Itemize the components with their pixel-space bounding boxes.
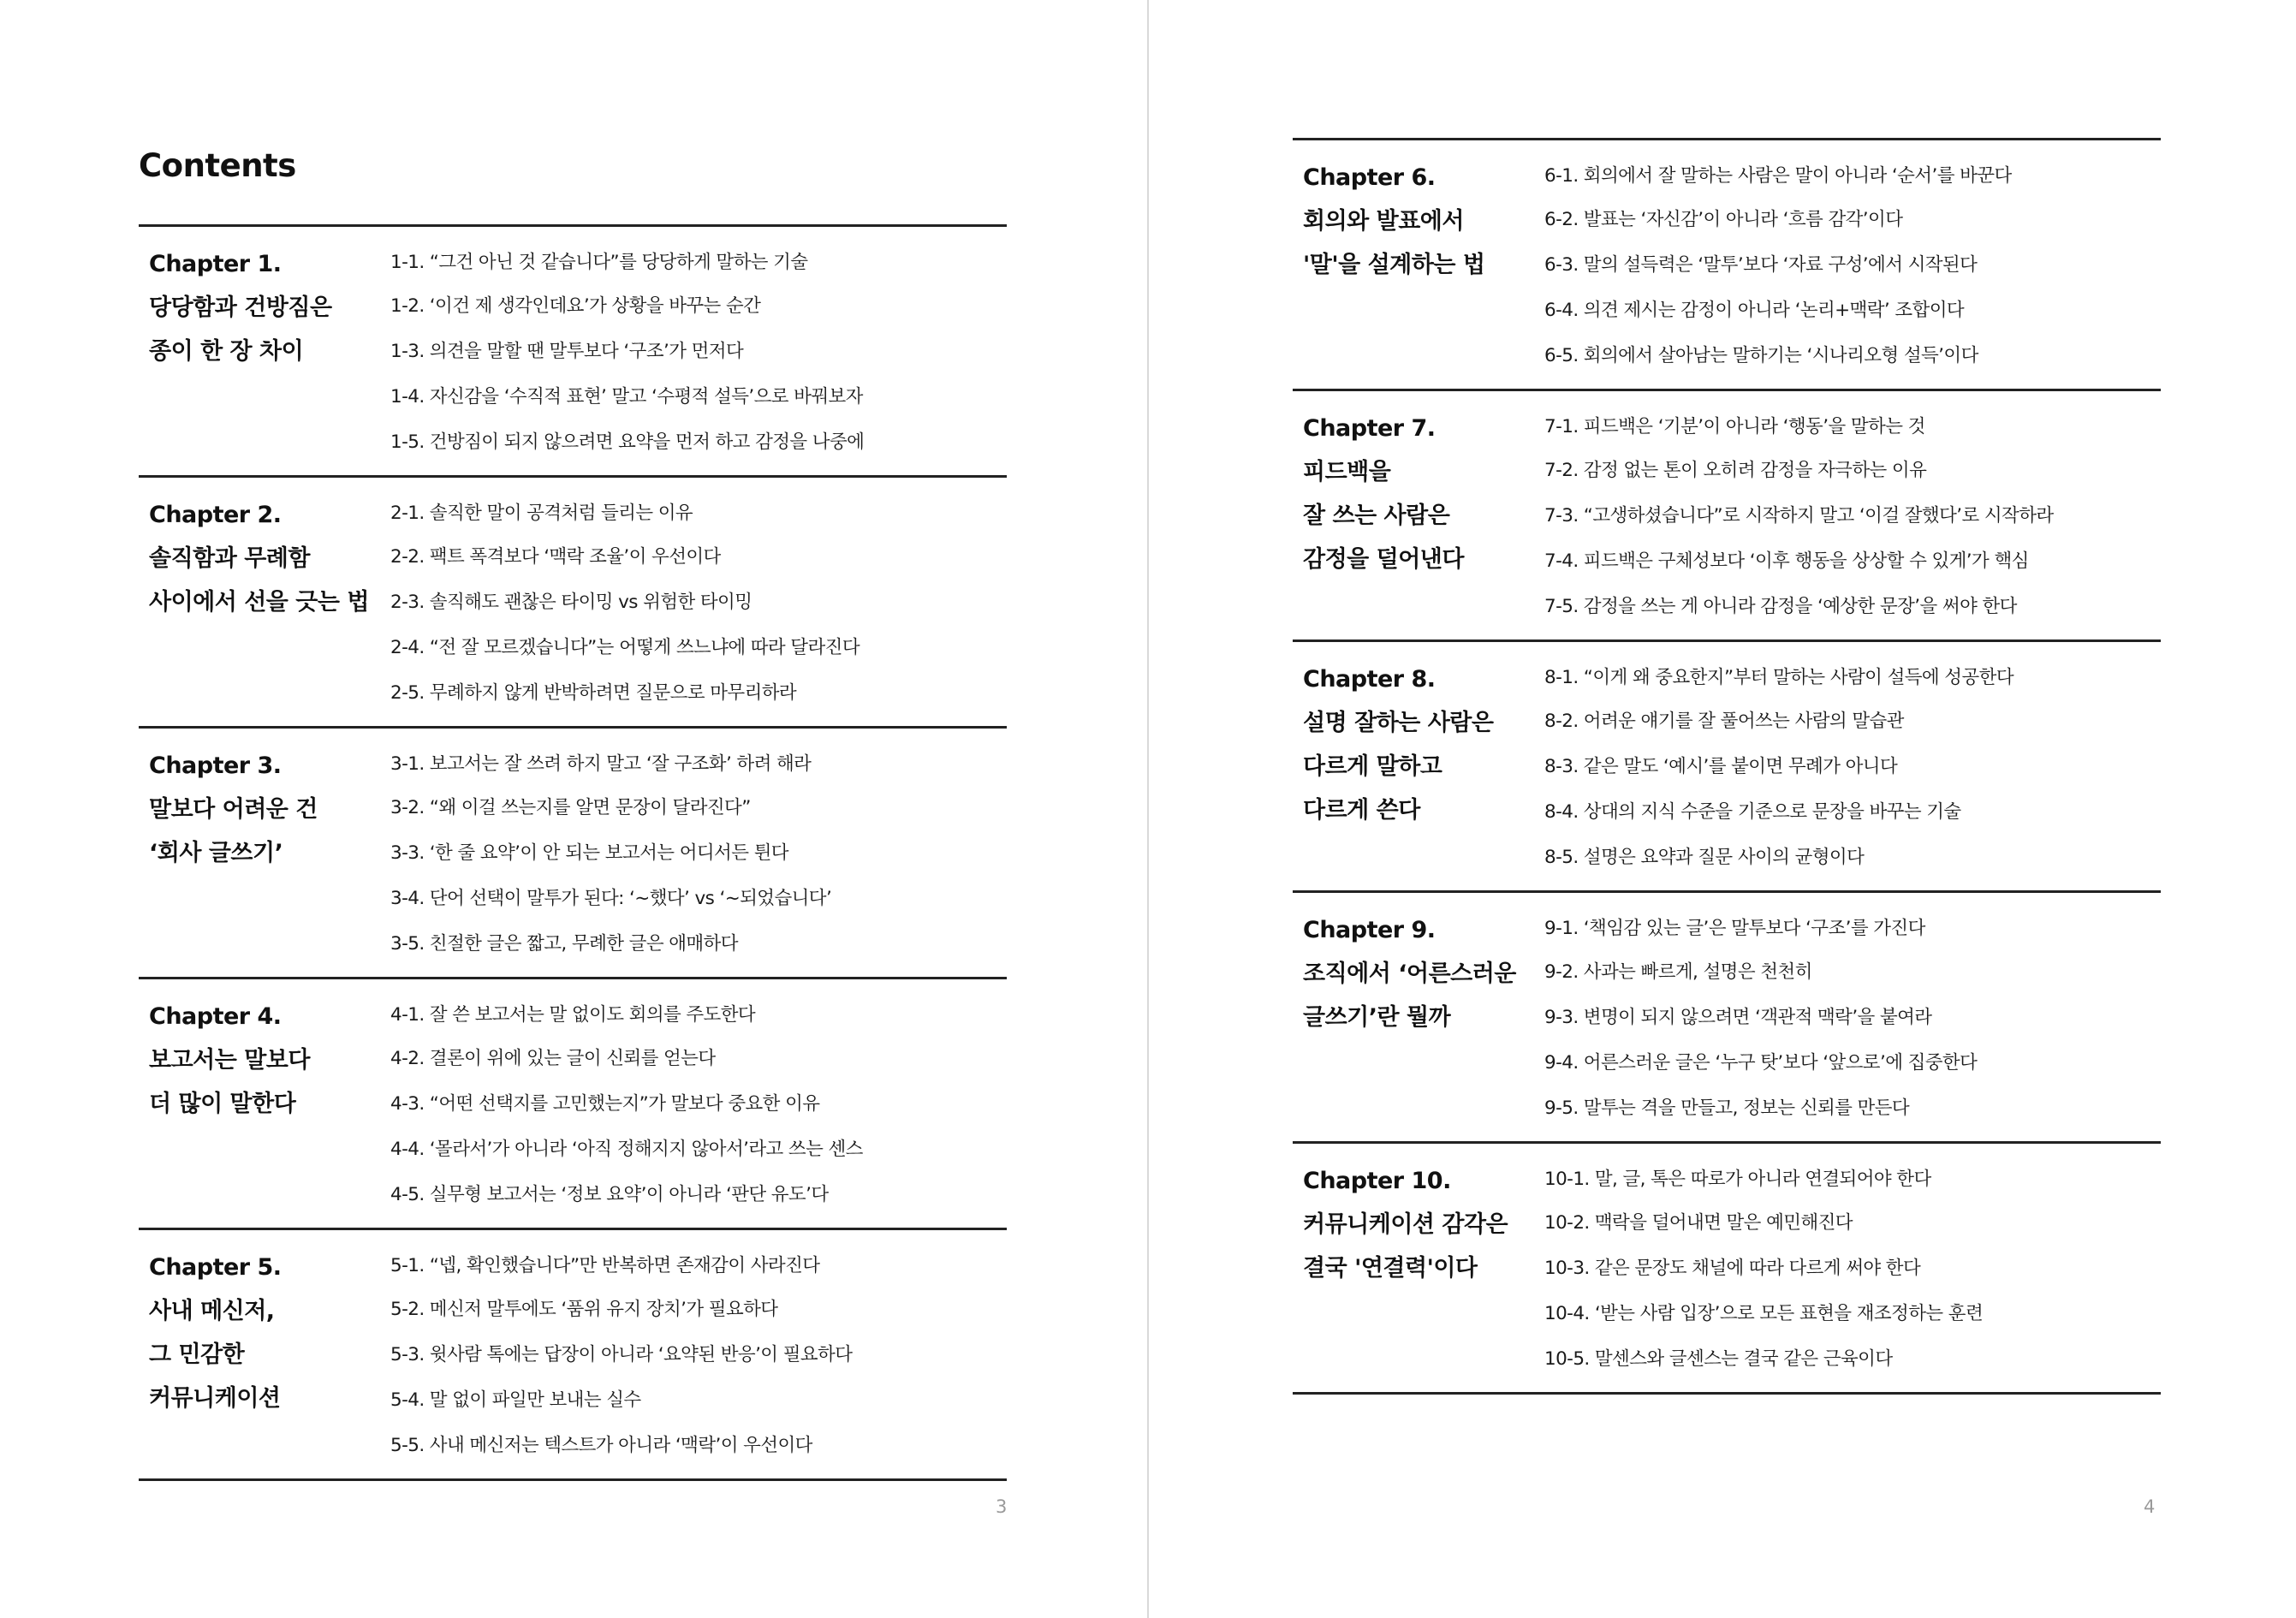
chapter-title-line: 결국 '연결력'이다 <box>1303 1255 1478 1282</box>
section-entry: 3-2. “왜 이걸 쓰는지를 알면 문장이 달라진다” <box>390 797 751 818</box>
section-entry: 8-1. “이게 왜 중요한지”부터 말하는 사람이 설득에 성공한다 <box>1544 667 2013 688</box>
section-entry: 5-3. 윗사람 톡에는 답장이 아니라 ‘요약된 반응’이 필요하다 <box>390 1344 853 1365</box>
chapter-title-line: 말보다 어려운 건 <box>149 796 318 823</box>
chapter-title-line: 그 민감한 <box>149 1341 245 1368</box>
section-entry: 4-1. 잘 쓴 보고서는 말 없이도 회의를 주도한다 <box>390 1004 756 1026</box>
section-entry: 2-1. 솔직한 말이 공격처럼 들리는 이유 <box>390 503 693 524</box>
section-entry: 7-1. 피드백은 ‘기분’이 아니라 ‘행동’을 말하는 것 <box>1544 416 1925 437</box>
chapter-heading <box>139 1246 390 1468</box>
chapter-number: Chapter 8. <box>1303 666 1436 693</box>
section-entry: 4-5. 실무형 보고서는 ‘정보 요약’이 아니라 ‘판단 유도’다 <box>390 1184 829 1205</box>
section-entry: 8-2. 어려운 얘기를 잘 풀어쓰는 사람의 말습관 <box>1544 711 1904 732</box>
section-entry: 4-4. ‘몰라서’가 아니라 ‘아직 정해지지 않아서’라고 쓰는 센스 <box>390 1139 863 1160</box>
section-entry: 2-2. 팩트 폭격보다 ‘맥락 조율’이 우선이다 <box>390 546 721 568</box>
chapter-number: Chapter 1. <box>149 251 282 277</box>
left-page <box>0 0 1147 1618</box>
section-entry: 9-2. 사과는 빠르게, 설명은 천천히 <box>1544 961 1812 983</box>
section-list <box>1544 908 2161 1131</box>
chapter-title-line: ‘회사 글쓰기’ <box>149 840 283 866</box>
chapter-number: Chapter 4. <box>149 1003 282 1030</box>
chapter-title-line: 종이 한 장 차이 <box>149 338 304 365</box>
chapter-block <box>139 1230 1007 1481</box>
chapter-heading <box>1293 407 1544 629</box>
chapter-heading <box>139 744 390 967</box>
chapter-heading <box>1293 1159 1544 1382</box>
chapter-title-line: 커뮤니케이션 감각은 <box>1303 1211 1508 1238</box>
chapter-number: Chapter 3. <box>149 752 282 779</box>
section-entry: 2-3. 솔직해도 괜찮은 타이밍 vs 위험한 타이밍 <box>390 592 752 613</box>
section-list <box>1544 156 2161 378</box>
chapter-title-line: 솔직함과 무례함 <box>149 545 310 572</box>
section-entry: 1-4. 자신감을 ‘수직적 표현’ 말고 ‘수평적 설득’으로 바꿔보자 <box>390 386 863 407</box>
section-list <box>1544 657 2161 880</box>
chapter-block <box>1293 1144 2161 1395</box>
section-list <box>1544 407 2161 629</box>
right-page <box>1149 0 2296 1618</box>
section-entry: 9-1. ‘책임감 있는 글’은 말투보다 ‘구조’를 가진다 <box>1544 918 1925 939</box>
section-entry: 10-5. 말센스와 글센스는 결국 같은 근육이다 <box>1544 1348 1893 1370</box>
section-entry: 6-3. 말의 설득력은 ‘말투’보다 ‘자료 구성’에서 시작된다 <box>1544 254 1978 276</box>
section-entry: 6-2. 발표는 ‘자신감’이 아니라 ‘흐름 감각’이다 <box>1544 209 1903 230</box>
section-entry: 3-1. 보고서는 잘 쓰려 하지 말고 ‘잘 구조화’ 하려 해라 <box>390 753 812 775</box>
section-entry: 1-5. 건방짐이 되지 않으려면 요약을 먼저 하고 감정을 나중에 <box>390 431 865 453</box>
section-entry: 3-3. ‘한 줄 요약’이 안 되는 보고서는 어디서든 튄다 <box>390 842 788 864</box>
section-list <box>390 744 1007 967</box>
chapter-number: Chapter 10. <box>1303 1168 1451 1194</box>
section-list <box>1544 1159 2161 1382</box>
chapter-title-line: 회의와 발표에서 <box>1303 208 1464 235</box>
chapter-title-line: 사내 메신저, <box>149 1298 275 1324</box>
chapter-heading <box>1293 908 1544 1131</box>
chapter-title-line: 설명 잘하는 사람은 <box>1303 710 1494 736</box>
section-entry: 1-3. 의견을 말할 땐 말투보다 ‘구조’가 먼저다 <box>390 341 744 362</box>
section-list <box>390 242 1007 465</box>
toc-right <box>1293 138 2161 1395</box>
chapter-block <box>1293 391 2161 642</box>
section-entry: 5-5. 사내 메신저는 텍스트가 아니라 ‘맥락’이 우선이다 <box>390 1435 812 1456</box>
section-entry: 6-5. 회의에서 살아남는 말하기는 ‘시나리오형 설득’이다 <box>1544 345 1978 366</box>
chapter-title-line: 더 많이 말한다 <box>149 1091 296 1117</box>
section-entry: 7-5. 감정을 쓰는 게 아니라 감정을 ‘예상한 문장’을 써야 한다 <box>1544 596 2017 617</box>
section-entry: 7-3. “고생하셨습니다”로 시작하지 말고 ‘이걸 잘했다’로 시작하라 <box>1544 505 2054 526</box>
section-entry: 7-4. 피드백은 구체성보다 ‘이후 행동을 상상할 수 있게’가 핵심 <box>1544 550 2029 572</box>
chapter-title-line: 피드백을 <box>1303 459 1391 485</box>
chapter-title-line: 사이에서 선을 긋는 법 <box>149 589 369 616</box>
chapter-number: Chapter 9. <box>1303 917 1436 943</box>
contents-title: Contents <box>139 147 296 184</box>
section-entry: 2-5. 무례하지 않게 반박하려면 질문으로 마무리하라 <box>390 682 797 704</box>
page-number: 3 <box>996 1496 1008 1517</box>
section-entry: 3-5. 친절한 글은 짧고, 무례한 글은 애매하다 <box>390 933 738 955</box>
section-entry: 1-1. “그건 아닌 것 같습니다”를 당당하게 말하는 기술 <box>390 252 808 273</box>
section-entry: 7-2. 감정 없는 톤이 오히려 감정을 자극하는 이유 <box>1544 460 1927 481</box>
chapter-block <box>139 227 1007 478</box>
chapter-block <box>1293 893 2161 1144</box>
chapter-heading <box>139 242 390 465</box>
chapter-title-line: 글쓰기’란 뭘까 <box>1303 1004 1451 1031</box>
chapter-number: Chapter 7. <box>1303 415 1436 442</box>
chapter-block <box>139 729 1007 979</box>
section-entry: 10-3. 같은 문장도 채널에 따라 다르게 써야 한다 <box>1544 1258 1921 1279</box>
section-entry: 4-2. 결론이 위에 있는 글이 신뢰를 얻는다 <box>390 1048 716 1069</box>
section-entry: 2-4. “전 잘 모르겠습니다”는 어떻게 쓰느냐에 따라 달라진다 <box>390 637 860 658</box>
section-entry: 6-4. 의견 제시는 감정이 아니라 ‘논리+맥락’ 조합이다 <box>1544 300 1965 321</box>
chapter-title-line: 조직에서 ‘어른스러운 <box>1303 961 1516 987</box>
chapter-number: Chapter 5. <box>149 1254 282 1281</box>
chapter-title-line: 감정을 덜어낸다 <box>1303 546 1464 573</box>
chapter-heading <box>1293 657 1544 880</box>
section-entry: 8-3. 같은 말도 ‘예시’를 붙이면 무례가 아니다 <box>1544 756 1898 777</box>
chapter-title-line: 커뮤니케이션 <box>149 1385 281 1412</box>
section-entry: 5-1. “넵, 확인했습니다”만 반복하면 존재감이 사라진다 <box>390 1255 820 1276</box>
section-entry: 10-4. ‘받는 사람 입장’으로 모든 표현을 재조정하는 훈련 <box>1544 1303 1984 1324</box>
section-entry: 10-2. 맥락을 덜어내면 말은 예민해진다 <box>1544 1212 1853 1234</box>
chapter-title-line: 다르게 쓴다 <box>1303 797 1420 824</box>
section-entry: 10-1. 말, 글, 톡은 따로가 아니라 연결되어야 한다 <box>1544 1169 1931 1190</box>
section-entry: 5-4. 말 없이 파일만 보내는 실수 <box>390 1389 641 1411</box>
section-list <box>390 1246 1007 1468</box>
chapter-number: Chapter 2. <box>149 502 282 528</box>
section-entry: 8-4. 상대의 지식 수준을 기준으로 문장을 바꾸는 기술 <box>1544 801 1961 823</box>
chapter-title-line: 잘 쓰는 사람은 <box>1303 503 1450 529</box>
chapter-title-line: '말'을 설계하는 법 <box>1303 252 1485 278</box>
section-entry: 5-2. 메신저 말투에도 ‘품위 유지 장치’가 필요하다 <box>390 1299 778 1320</box>
chapter-heading <box>1293 156 1544 378</box>
chapter-title-line: 당당함과 건방짐은 <box>149 294 332 321</box>
chapter-heading <box>139 995 390 1217</box>
section-entry: 8-5. 설명은 요약과 질문 사이의 균형이다 <box>1544 847 1865 868</box>
chapter-number: Chapter 6. <box>1303 164 1436 191</box>
toc-left <box>139 224 1007 1481</box>
chapter-heading <box>139 493 390 716</box>
chapter-block <box>1293 642 2161 893</box>
chapter-title-line: 다르게 말하고 <box>1303 753 1442 780</box>
section-entry: 3-4. 단어 선택이 말투가 된다: ‘~했다’ vs ‘~되었습니다’ <box>390 888 832 909</box>
section-list <box>390 995 1007 1217</box>
section-entry: 9-4. 어른스러운 글은 ‘누구 탓’보다 ‘앞으로’에 집중한다 <box>1544 1052 1978 1074</box>
page-number: 4 <box>2144 1496 2156 1517</box>
section-entry: 6-1. 회의에서 잘 말하는 사람은 말이 아니라 ‘순서’를 바꾼다 <box>1544 165 2012 187</box>
section-entry: 9-3. 변명이 되지 않으려면 ‘객관적 맥락’을 붙여라 <box>1544 1007 1932 1028</box>
chapter-title-line: 보고서는 말보다 <box>149 1047 310 1074</box>
chapter-block <box>139 478 1007 729</box>
section-entry: 1-2. ‘이건 제 생각인데요’가 상황을 바꾸는 순간 <box>390 295 761 317</box>
section-list <box>390 493 1007 716</box>
chapter-block <box>1293 140 2161 391</box>
chapter-block <box>139 979 1007 1230</box>
section-entry: 9-5. 말투는 격을 만들고, 정보는 신뢰를 만든다 <box>1544 1098 1910 1119</box>
section-entry: 4-3. “어떤 선택지를 고민했는지”가 말보다 중요한 이유 <box>390 1093 820 1115</box>
